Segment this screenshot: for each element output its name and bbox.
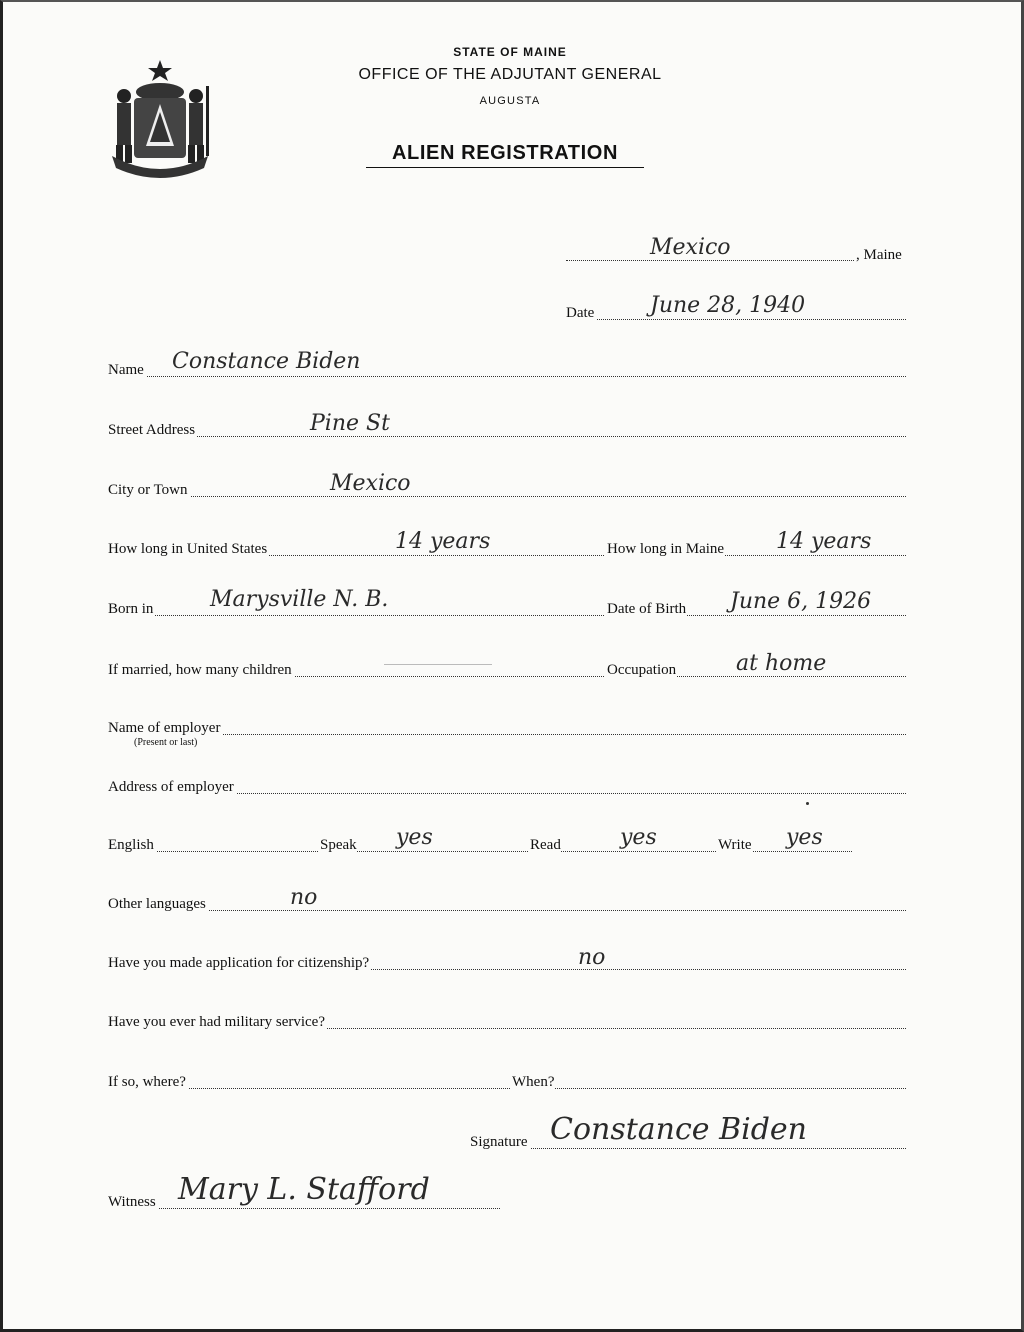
born-in-label: Born in: [108, 601, 154, 617]
ink-speck: [806, 802, 809, 805]
signature-label: Signature: [470, 1134, 528, 1150]
write-label: Write: [718, 837, 752, 853]
employer-label: Name of employer: [108, 720, 221, 736]
name-label: Name: [108, 362, 144, 378]
street-line: [108, 436, 906, 437]
header-state: STATE OF MAINE: [453, 45, 567, 59]
military-label: Have you ever had military service?: [108, 1014, 325, 1030]
dob-value: June 6, 1926: [730, 589, 872, 614]
name-value: Constance Biden: [172, 349, 361, 374]
speak-value: yes: [396, 825, 433, 850]
children-label: If married, how many children: [108, 662, 292, 678]
how-long-us-label: How long in United States: [108, 541, 268, 557]
signature-line: [470, 1148, 906, 1149]
witness-line: [108, 1208, 500, 1209]
where-when-line: [108, 1088, 906, 1089]
signature-value: Constance Biden: [550, 1112, 808, 1147]
employer-line: [108, 734, 906, 735]
born-line: [108, 615, 906, 616]
when-label: When?: [512, 1074, 555, 1090]
how-long-maine-value: 14 years: [776, 529, 872, 554]
read-value: yes: [620, 825, 657, 850]
state-seal: [104, 56, 216, 182]
name-line: [108, 376, 906, 377]
english-label: English: [108, 837, 154, 853]
born-in-value: Marysville N. B.: [210, 587, 389, 612]
citizenship-value: no: [578, 945, 606, 970]
city-line: [108, 496, 906, 497]
employer-note: (Present or last): [134, 737, 198, 748]
town-value: Mexico: [650, 235, 731, 260]
citizenship-label: Have you made application for citizenship?: [108, 955, 370, 971]
witness-label: Witness: [108, 1194, 156, 1210]
employer-address-label: Address of employer: [108, 779, 234, 795]
speak-label: Speak: [320, 837, 357, 853]
read-label: Read: [530, 837, 561, 853]
town-line: [566, 260, 858, 261]
occupation-label: Occupation: [607, 662, 677, 678]
city-label: City or Town: [108, 482, 188, 498]
other-languages-value: no: [290, 885, 318, 910]
how-long-maine-label: How long in Maine: [607, 541, 725, 557]
form-title: ALIEN REGISTRATION: [366, 142, 644, 168]
occupation-value: at home: [736, 651, 827, 676]
maine-label: , Maine: [856, 247, 902, 263]
write-value: yes: [786, 825, 823, 850]
city-value: Mexico: [330, 471, 411, 496]
where-label: If so, where?: [108, 1074, 186, 1090]
other-languages-label: Other languages: [108, 896, 206, 912]
how-long-us-value: 14 years: [395, 529, 491, 554]
other-languages-line: [108, 910, 906, 911]
date-label: Date: [566, 305, 595, 321]
street-label: Street Address: [108, 422, 196, 438]
children-dash: [384, 664, 492, 665]
header-office: OFFICE OF THE ADJUTANT GENERAL: [358, 66, 662, 83]
witness-value: Mary L. Stafford: [178, 1172, 430, 1207]
date-value: June 28, 1940: [650, 293, 806, 318]
dob-label: Date of Birth: [607, 601, 687, 617]
street-value: Pine St: [310, 411, 390, 436]
header-city: AUGUSTA: [479, 95, 541, 107]
date-line: [566, 319, 906, 320]
